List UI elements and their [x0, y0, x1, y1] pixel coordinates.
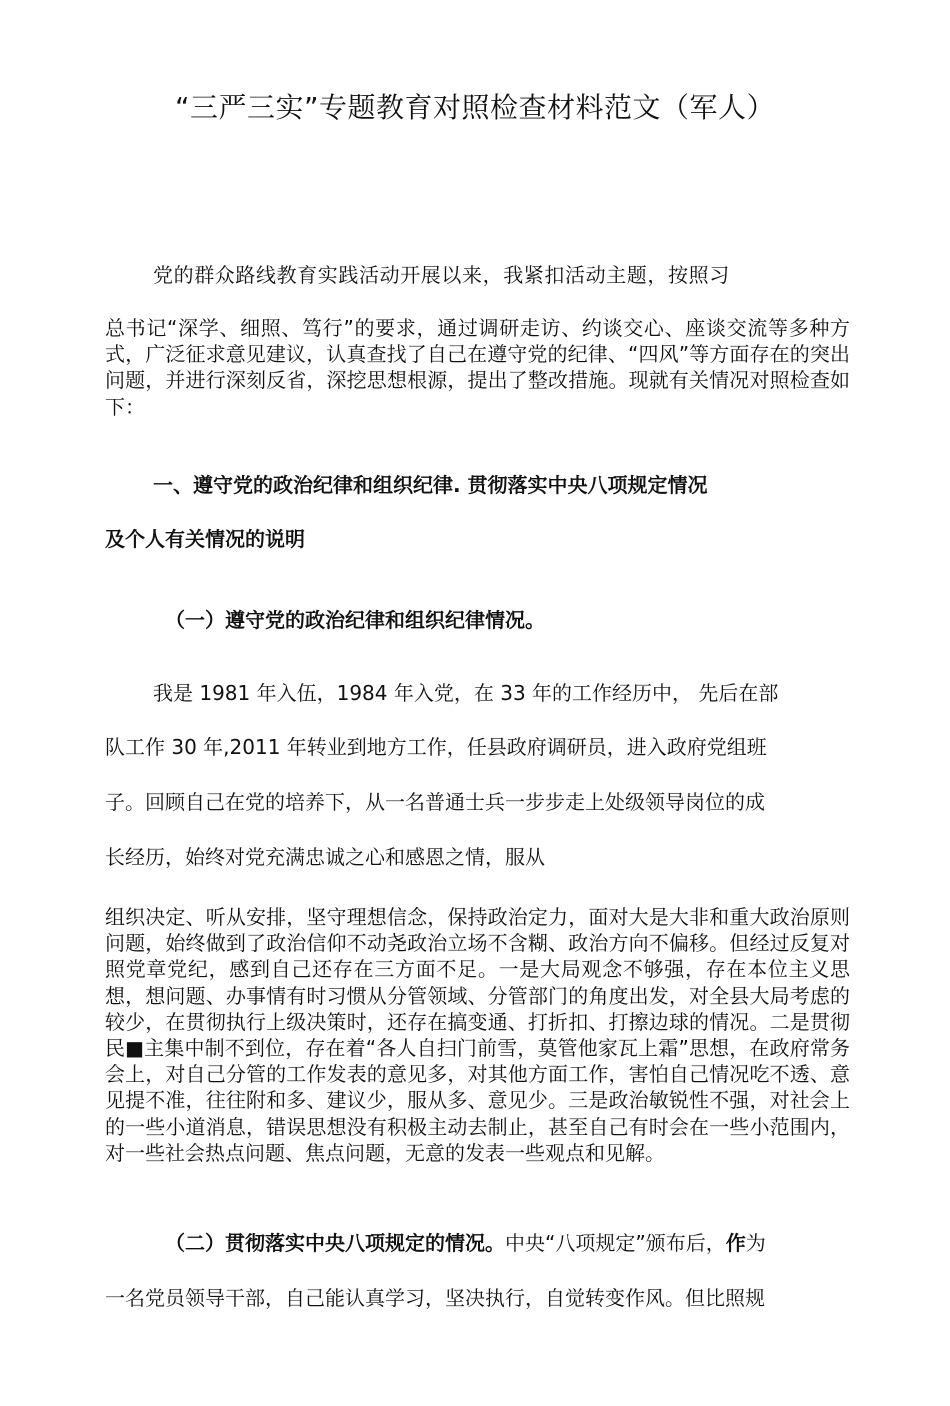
subsection-1-line-1: 我是 1981 年入伍，1984 年入党，在 33 年的工作经历中， 先后在部: [153, 681, 779, 705]
subsection-1-line-4: 长经历，始终对党充满忠诚之心和感恩之情，服从: [105, 845, 545, 869]
intro-paragraph: 总书记“深学、细照、笃行”的要求，通过调研走访、约谈交心、座谈交流等多种方式，广泛征求意见建议，认真查找了自己在遵守党的纪律、“四风”等方面存在的突出问题，并进行深刻反省，深挖思想根源，提出了整改措施。现就有关情况对照检查如下：: [105, 316, 850, 419]
subsection-1-line-3: 子。回顾自己在党的培养下，从一名普通士兵一步步走上处级领导岗位的成: [105, 790, 765, 814]
section-1-heading-line-2: 及个人有关情况的说明: [105, 527, 305, 551]
subsection-2-line-1: [105, 1227, 910, 1256]
subsection-1-paragraph: 组织决定、听从安排，坚守理想信念，保持政治定力，面对大是大非和重大政治原则问题，始终做到了政治信仰不动尧政治立场不含糊、政治方向不偏移。但经过反复对照党章党纪，感到自己还存在三方面不足。一是大局观念不够强，存在本位主义思想，想问题、办事情有时习惯从分管领域、分管部门的角度出发，对全县大局考虑的较少，在贯彻执行上级决策时，还存在搞变通、打折扣、打擦边球的情况。二是贯彻民■主集中制不到位，存在着“各人自扫门前雪，莫管他家瓦上霜”思想，在政府常务会上，对自己分管的工作发表的意见多，对其他方面工作，害怕自己情况吃不透、意见提不准，往往附和多、建议少，服从多、意见少。三是政治敏锐性不强，对社会上的一些小道消息，错误思想没有积极主动去制止，甚至自己有时会在一些小范围内，对一些社会热点问题、焦点问题，无意的发表一些观点和见解。: [105, 905, 850, 1165]
section-1-heading-line-1: 一、遵守党的政治纪律和组织纪律. 贯彻落实中央八项规定情况: [153, 473, 708, 497]
subsection-2-text-bold: 作: [725, 1231, 746, 1255]
intro-line-1: 党的群众路线教育实践活动开展以来，我紧扣活动主题，按照习: [153, 263, 730, 287]
subsection-1-line-2: 队工作 30 年,2011 年转业到地方工作，任县政府调研员，进入政府党组班: [105, 735, 767, 759]
subsection-2-line-2: 一名党员领导干部，自己能认真学习，坚决执行，自觉转变作风。但比照规: [105, 1286, 765, 1310]
subsection-1-heading: （一）遵守党的政治纪律和组织纪律情况。: [165, 608, 545, 632]
subsection-2-heading: （二）贯彻落实中央八项规定的情况。: [165, 1231, 505, 1255]
document-title: “三严三实”专题教育对照检查材料范文（军人）: [174, 91, 775, 124]
subsection-2-text-a: 中央“八项规定”颁布后，: [505, 1231, 726, 1255]
subsection-2-text-b: 为: [745, 1231, 766, 1255]
